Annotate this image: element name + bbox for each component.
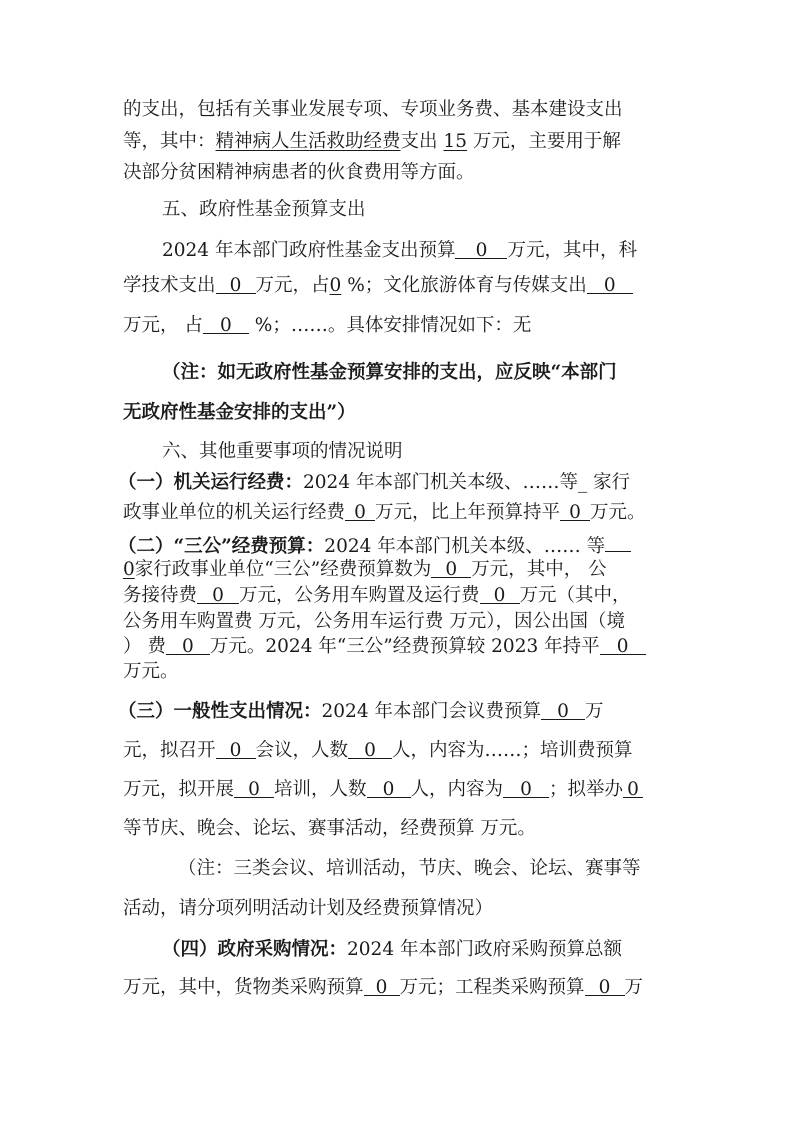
text-line: 的支出，包括有关事业发展专项、专项业务费、基本建设支出: [123, 99, 623, 120]
blank-field: 0: [203, 313, 249, 334]
blank-field: 0: [431, 557, 471, 578]
blank-field: 0: [480, 583, 520, 604]
blank-field: 0: [585, 975, 625, 996]
blank-field: 0: [587, 273, 633, 294]
blank-field: 0: [197, 583, 239, 604]
text-line: （四）政府采购情况：2024 年本部门政府采购预算总额: [162, 939, 622, 960]
text-line: 学技术支出 0 万元，占0 %；文化旅游体育与传媒支出 0: [123, 273, 683, 299]
text-line: 等，其中：精神病人生活救助经费支出 15 万元，主要用于解: [123, 131, 621, 152]
text-line: 务接待费 0 万元，公务用车购置及运行费 0 万元（其中，: [123, 585, 631, 606]
note-line: 无政府性基金安排的支出”）: [123, 402, 356, 423]
blank-field: 0: [455, 238, 507, 259]
section-heading-5: 五、政府性基金预算支出: [162, 199, 366, 220]
blank-field: 0: [234, 777, 274, 798]
blank-field: 0: [364, 975, 400, 996]
text-line: （二）“三公”经费预算：2024 年本部门机关本级、…… 等: [118, 531, 678, 560]
text-line: 万元，其中，货物类采购预算 0 万元；工程类采购预算 0 万: [123, 977, 644, 998]
blank-field: 0: [345, 500, 375, 521]
section-heading-6: 六、其他重要事项的情况说明: [162, 441, 403, 462]
text-line: 2024 年本部门政府性基金支出预算 0 万元，其中，科: [162, 240, 637, 261]
amount-value: 15: [443, 131, 467, 152]
blank-field: 0: [560, 500, 590, 521]
blank-field: 0: [166, 634, 210, 655]
note-line: （注：三类会议、培训活动，节庆、晚会、论坛、赛事等: [178, 858, 641, 879]
text-line: 政事业单位的机关运行经费 0 万元，比上年预算持平 0 万元。: [123, 502, 646, 523]
blank-field: 0: [600, 634, 646, 655]
text-line: 0家行政事业单位“三公”经费预算数为 0 万元，其中， 公: [123, 559, 607, 580]
text-line: 万元。: [123, 661, 179, 682]
note-line: 活动，请分项列明活动计划及经费预算情况）: [123, 898, 494, 919]
blank-field: 0: [348, 738, 392, 759]
text-line: 万元， 占 0 %；……。具体安排情况如下：无: [123, 315, 532, 336]
text-line: 元，拟召开 0 会议，人数 0 人，内容为……；培训费预算: [123, 740, 633, 761]
text-line: 万元，拟开展 0 培训，人数 0 人，内容为 0 ；拟举办 0: [123, 777, 683, 803]
text-line: 等节庆、晚会、论坛、赛事活动，经费预算 万元。: [123, 818, 536, 839]
blank-field: 0: [216, 273, 256, 294]
blank-field: 0: [503, 777, 549, 798]
text-line: （一）机关运行经费：2024 年本部门机关本级、……等_ 家行: [118, 472, 631, 493]
blank-field: [605, 531, 631, 552]
blank-field: 0: [541, 699, 585, 720]
blank-field: 0: [367, 777, 411, 798]
text-line: 决部分贫困精神病患者的伙食费用等方面。: [123, 162, 475, 183]
blank-field: 0: [216, 738, 256, 759]
note-line: （注：如无政府性基金预算安排的支出，应反映“本部门: [162, 362, 617, 383]
text-line: 公务用车购置费 万元，公务用车运行费 万元），因公出国（境: [123, 611, 626, 632]
blank-field: 0: [623, 777, 643, 798]
text-line: ） 费 0 万元。2024 年“三公”经费预算较 2023 年持平 0: [123, 634, 683, 660]
underlined-term: 精神病人生活救助经费: [215, 131, 401, 152]
text-line: （三）一般性支出情况：2024 年本部门会议费预算 0 万: [118, 701, 604, 722]
